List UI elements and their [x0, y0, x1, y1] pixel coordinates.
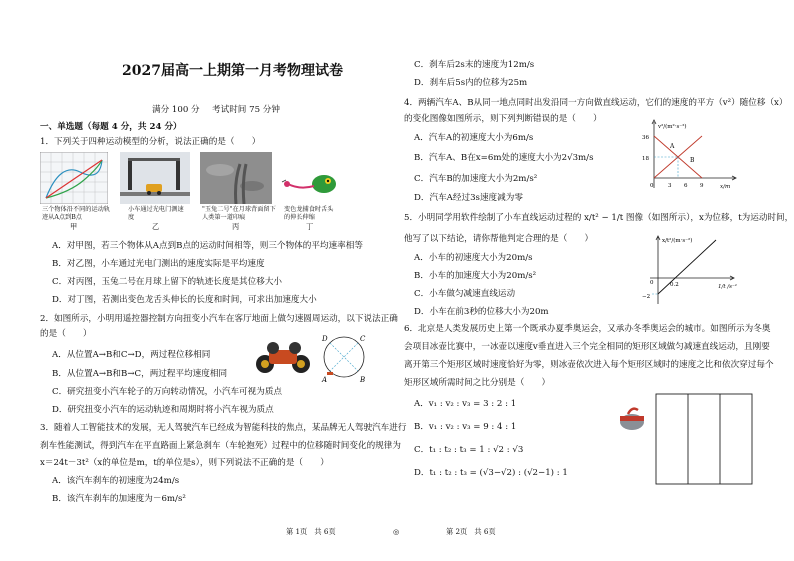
q3-option-c: C．刹车后2s末的速度为12m/s — [414, 60, 535, 70]
footer-page-right: 第 2页 共 6页 — [446, 527, 496, 536]
q5-graph — [640, 232, 740, 308]
q1-option-c: C．对丙图，玉兔二号在月球上留下的轨迹长度是其位移大小 — [52, 277, 283, 287]
lunar-rover-track-image — [200, 152, 272, 204]
q2-option-a: A．从位置A→B和C→D，两过程位移相同 — [52, 350, 211, 360]
q3-option-a: A．该汽车刹车的初速度为24m/s — [52, 476, 180, 486]
q6-option-a: A．v₁ : v₂ : v₃ = 3 : 2 : 1 — [414, 399, 517, 409]
q4-xlabel: x/m — [720, 184, 731, 190]
q1-label-yi: 乙 — [152, 222, 160, 231]
q4-option-c: C．汽车B的加速度大小为2m/s² — [414, 174, 538, 184]
q4-option-a: A．汽车A的初速度大小为6m/s — [414, 133, 534, 143]
q1-label-ding: 丁 — [306, 222, 314, 231]
q3-line1: 3．随着人工智能技术的发展，无人驾驶汽车已经成为智能科技的焦点，某品牌无人驾驶汽车进行 — [40, 423, 407, 433]
q6-option-d: D．t₁ : t₂ : t₃ = (√3−√2) : (√2−1) : 1 — [414, 468, 568, 478]
q5-tick-0.2: 0.2 — [670, 282, 679, 288]
q5-line1: 5．小明同学用软件绘制了小车直线运动过程的 x/t² − 1/t 图像（如图所示），x为位移，t为运动时间， — [404, 213, 794, 223]
q1-figure-ding — [280, 166, 340, 202]
q1-caption-yi: 小车通过光电门测速度 — [128, 206, 184, 221]
q6-option-c: C．t₁ : t₂ : t₃ = 1 : √2 : √3 — [414, 445, 524, 455]
q1-option-b: B．对乙图，小车通过光电门测出的速度实际是平均速度 — [52, 259, 265, 269]
circle-label-b: B — [360, 376, 366, 384]
q4-line-label-a: A — [670, 143, 675, 150]
q1-label-bing: 丙 — [232, 222, 240, 231]
q4-line1: 4．两辆汽车A、B从同一地点同时出发沿同一方向做直线运动，它们的速度的平方（v²）随位移（x） — [404, 98, 788, 108]
q6-figure — [618, 392, 758, 488]
circle-label-a: A — [322, 376, 328, 384]
q3-option-d: D．刹车后5s内的位移为25m — [414, 78, 528, 88]
q2-stem-line2: 的是（ ） — [40, 329, 92, 339]
q4-xtick-9: 9 — [700, 183, 704, 189]
trajectory-grid-image — [40, 152, 108, 204]
q1-figure-jia — [40, 152, 108, 204]
q6-line2: 会项目冰壶比赛中，一冰壶以速度v垂直进入三个完全相同的矩形区域做匀减速直线运动，且刚要 — [404, 342, 770, 352]
q1-caption-ding: 变色龙捕食时舌头的伸长伸缩 — [284, 206, 334, 221]
q1-figure-yi — [120, 152, 190, 204]
q4-line2: 的变化图像如图所示，则下列判断错误的是（ ） — [404, 114, 602, 124]
q4-ytick-18: 18 — [642, 156, 649, 162]
q2-option-b: B．从位置A→B和B→C，两过程平均速度相同 — [52, 369, 228, 379]
q4-graph — [640, 118, 740, 194]
q4-xtick-3: 3 — [668, 183, 672, 189]
q5-tick-0: 0 — [650, 280, 654, 286]
chameleon-image — [280, 166, 340, 202]
q4-line-label-b: B — [690, 157, 695, 164]
q4-option-d: D．汽车A经过3s速度减为零 — [414, 193, 523, 203]
rc-car-image — [255, 340, 313, 376]
q3-line3: x＝24t－3t²（x的单位是m，t的单位是s），则下列说法不正确的是（ ） — [40, 458, 329, 468]
q4-xtick-0: 0 — [650, 183, 654, 189]
q4-option-b: B．汽车A、B在x=6m处的速度大小为2√3m/s — [414, 153, 594, 163]
q1-option-d: D．对丁图，若测出变色龙舌头伸长的长度和时间，可求出加速度大小 — [52, 295, 317, 305]
q6-line3: 离开第三个矩形区域时速度恰好为零，则冰壶依次进入每个矩形区域时的速度之比和依次穿过每个 — [404, 360, 774, 370]
q4-xtick-6: 6 — [684, 183, 688, 189]
q5-option-c: C．小车做匀减速直线运动 — [414, 289, 516, 299]
footer-page-left: 第 1页 共 6页 — [286, 527, 336, 536]
footer-center-mark: ◎ — [393, 527, 400, 536]
q1-option-a: A．对甲图，若三个物体从A点到B点的运动时间相等，则三个物体的平均速率相等 — [52, 241, 363, 251]
curling-stone-icon — [620, 409, 644, 430]
q6-line4: 矩形区域所需时间之比分别是（ ） — [404, 378, 551, 388]
q2-circle-figure — [318, 330, 368, 386]
q2-stem-line1: 2．如图所示，小明用遥控器控制方向扭变小汽车在客厅地面上做匀速圆周运动，以下说法正确 — [40, 314, 398, 324]
q5-ylabel: x/t²/(m·s⁻²) — [662, 238, 693, 244]
section-heading: 一、单选题（每题 4 分，共 24 分） — [40, 122, 182, 132]
q1-caption-bing: "玉兔二号"在月球背面留下人类第一道印痕 — [202, 206, 276, 221]
q5-xlabel: 1/t /s⁻¹ — [718, 284, 738, 290]
q4-ylabel: v²/(m²·s⁻²) — [658, 124, 687, 130]
q5-option-d: D．小车在前3秒的位移大小为20m — [414, 307, 549, 317]
q2-toy-car — [255, 340, 313, 376]
page-title: 2027届高一上期第一月考物理试卷 — [122, 63, 343, 79]
q5-line2: 他写了以下结论，请你帮他判定合理的是（ ） — [404, 234, 594, 244]
q1-stem: 1．下列关于四种运动模型的分析，说法正确的是（ ） — [40, 137, 261, 147]
full-score: 满分 100 分 — [152, 105, 200, 115]
q1-figure-bing — [200, 152, 272, 204]
q5-option-b: B．小车的加速度大小为20m/s² — [414, 271, 537, 281]
q4-ytick-36: 36 — [642, 135, 649, 141]
q1-label-jia: 甲 — [70, 222, 78, 231]
q1-caption-jia: 三个物体沿不同的运动轨迹从A点到B点 — [42, 206, 111, 221]
q5-tick-neg2: −2 — [642, 294, 651, 300]
q2-option-c: C．研究扭变小汽车轮子的万向转动情况，小汽车可视为质点 — [52, 387, 283, 397]
exam-time: 考试时间 75 分钟 — [212, 105, 280, 115]
q6-option-b: B．v₁ : v₂ : v₃ = 9 : 4 : 1 — [414, 422, 517, 432]
q3-line2: 刹车性能测试，得到汽车在平直路面上紧急刹车（车轮抱死）过程中的位移随时间变化的规律为 — [40, 441, 401, 451]
q6-line1: 6．北京是人类发展历史上第一个既承办夏季奥运会，又承办冬季奥运会的城市。如图所示为冬奥 — [404, 324, 771, 334]
q3-option-b: B．该汽车刹车的加速度为－6m/s² — [52, 494, 186, 504]
circle-label-d: D — [322, 335, 328, 343]
q5-option-a: A．小车的初速度大小为20m/s — [414, 253, 533, 263]
q2-option-d: D．研究扭变小汽车的运动轨迹和周期时将小汽车视为质点 — [52, 405, 274, 415]
photogate-image — [120, 152, 190, 204]
circle-label-c: C — [360, 335, 366, 343]
